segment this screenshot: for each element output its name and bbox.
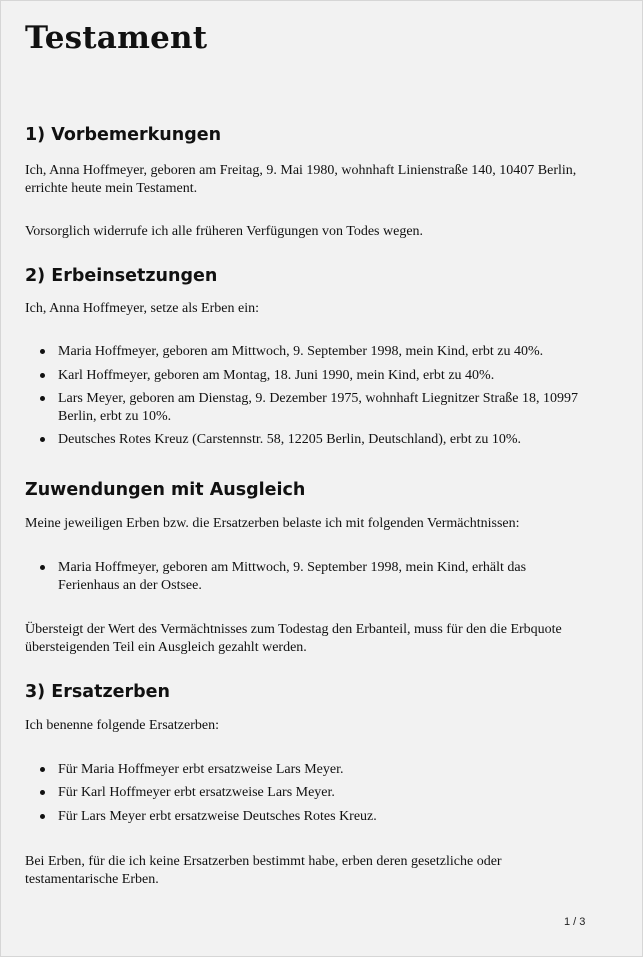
bequest-list (25, 559, 585, 594)
page-number: 1 / 3 (564, 916, 586, 928)
section-heading-ersatzerben: 3) Ersatzerben (25, 682, 170, 702)
document-title: Testament (25, 20, 208, 56)
list-item: Deutsches Rotes Kreuz (Carstennstr. 58, 12205 Berlin, Deutschland), erbt zu 10%. (25, 431, 585, 449)
paragraph: Ich, Anna Hoffmeyer, setze als Erben ein: (25, 300, 259, 316)
list-item: Für Karl Hoffmeyer erbt ersatzweise Lars Meyer. (25, 784, 585, 802)
section-heading-zuwendungen: Zuwendungen mit Ausgleich (25, 479, 306, 500)
list-item: Karl Hoffmeyer, geboren am Montag, 18. Juni 1990, mein Kind, erbt zu 40%. (25, 367, 585, 385)
section-heading-erbeinsetzungen: 2) Erbeinsetzungen (25, 265, 218, 286)
list-item: Maria Hoffmeyer, geboren am Mittwoch, 9. September 1998, mein Kind, erhält das Ferienhaus an der Ostsee. (25, 559, 585, 594)
substitute-heirs-list (25, 761, 585, 826)
paragraph: Ich, Anna Hoffmeyer, geboren am Freitag, 9. Mai 1980, wohnhaft Linienstraße 140, 10407 Berlin, errichte heute mein Testament. (25, 163, 577, 196)
list-item: Für Maria Hoffmeyer erbt ersatzweise Lars Meyer. (25, 761, 585, 779)
document-body (25, 18, 585, 888)
paragraph: Bei Erben, für die ich keine Ersatzerben bestimmt habe, erben deren gesetzliche oder testamentarische Erben. (25, 854, 502, 887)
list-item: Lars Meyer, geboren am Dienstag, 9. Dezember 1975, wohnhaft Liegnitzer Straße 18, 10997 Berlin, erbt zu 10%. (25, 390, 585, 425)
section-heading-vorbemerkungen: 1) Vorbemerkungen (25, 125, 222, 145)
paragraph: Meine jeweiligen Erben bzw. die Ersatzerben belaste ich mit folgenden Vermächtnissen: (25, 515, 520, 531)
list-item: Für Lars Meyer erbt ersatzweise Deutsches Rotes Kreuz. (25, 808, 585, 826)
heirs-list (25, 343, 585, 449)
paragraph: Ich benenne folgende Ersatzerben: (25, 718, 219, 733)
paragraph: Vorsorglich widerrufe ich alle früheren Verfügungen von Todes wegen. (25, 224, 424, 239)
list-item: Maria Hoffmeyer, geboren am Mittwoch, 9. September 1998, mein Kind, erbt zu 40%. (25, 343, 585, 361)
paragraph: Übersteigt der Wert des Vermächtnisses zum Todestag den Erbanteil, muss für den die Erbquote übersteigenden Teil ein Ausgleich gezahlt werden. (25, 622, 562, 655)
